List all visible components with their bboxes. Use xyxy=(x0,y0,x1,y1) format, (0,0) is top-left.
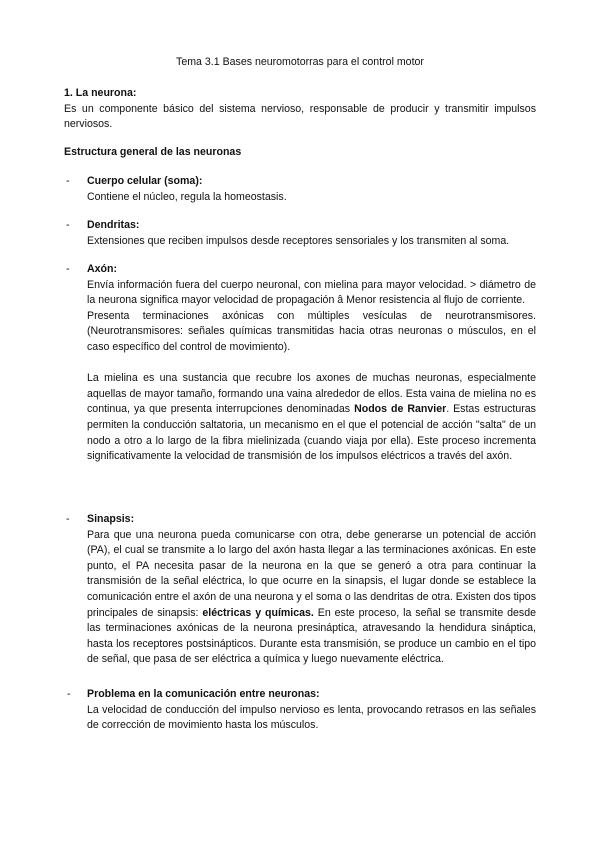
bullet-body xyxy=(87,528,536,668)
bullet-body xyxy=(87,278,536,465)
axon-paragraph-1: Envía información fuera del cuerpo neuronal, con mielina para mayor velocidad. > diámetro de la neurona significa mayor velocidad de propagación â Menor resistencia al flujo de corriente. xyxy=(87,278,536,307)
bullet-text: Extensiones que reciben impulsos desde receptores sensoriales y los transmiten al soma. xyxy=(87,234,510,247)
paragraph-text: La mielina es una sustancia que recubre los axones de muchas neuronas, especialmente aquellas de mayor tamaño, formando una vaina alrededor de ellos. Esta vaina de mielina no es continua, ya que presenta interrupciones denominadas xyxy=(87,372,536,416)
bullet-label: Cuerpo celular (soma): xyxy=(87,175,203,187)
bullet-dash: - xyxy=(66,513,70,525)
paragraph-text: Para que una neurona pueda comunicarse con otra, debe generarse un potencial de acción (PA), el cual se transmite a lo largo del axón hasta llegar a las terminaciones axónicas. En este punto, el PA necesita pasar de la neurona en la que se generó a otra para continuar la transmisión de la señal eléctrica, lo que ocurre en la sinapsis, el lugar donde se establece la comunicación entre el axón de una neurona y el soma o las dendritas de otra. Existen dos tipos principales de sinapsis: xyxy=(87,528,536,619)
bullet-text: La velocidad de conducción del impulso nervioso es lenta, provocando retrasos en las señales de corrección de movimiento hasta los músculos. xyxy=(87,703,536,732)
bullet-label: Problema en la comunicación entre neuronas: xyxy=(87,688,320,700)
ranvier-term: Nodos de Ranvier xyxy=(354,403,447,416)
structure-heading: Estructura general de las neuronas xyxy=(64,146,242,158)
sinapsis-types-term: eléctricas y químicas. xyxy=(202,606,314,619)
paragraph-text: . Estas estructuras permiten la conducción saltatoria, un mecanismo en el que el potencial de acción "salta" de un nodo a otro a lo largo de la fibra mielinizada (cuando viaja por ella). Este proceso incrementa significativamente la velocidad de transmisión de los impulsos eléctricos a través del axón. xyxy=(87,403,536,463)
document-title: Tema 3.1 Bases neuromotorras para el control motor xyxy=(176,56,424,68)
axon-paragraph-3 xyxy=(87,371,536,465)
bullet-label: Sinapsis: xyxy=(87,513,135,525)
bullet-text: Contiene el núcleo, regula la homeostasis. xyxy=(87,190,287,203)
bullet-label: Dendritas: xyxy=(87,219,140,231)
bullet-dash: - xyxy=(67,688,71,700)
section-neurona xyxy=(64,86,536,133)
section-heading: 1. La neurona: xyxy=(64,87,137,99)
bullet-label: Axón: xyxy=(87,263,118,275)
sinapsis-paragraph xyxy=(87,528,536,668)
bullet-dash: - xyxy=(66,175,70,187)
bullet-dash: - xyxy=(66,263,70,275)
paragraph-text: En este proceso, la señal se transmite desde las terminaciones axónicas de la neurona presináptica, atravesando la hendidura sináptica, hasta los receptores postsinápticos. Durante esta transmisión, se produce un cambio en el tipo de señal, que pasa de ser eléctrica a química y luego nuevamente eléctrica. xyxy=(87,606,536,666)
axon-paragraph-2: Presenta terminaciones axónicas con múltiples vesículas de neurotransmisores. (Neurotransmisores: señales químicas transmitidas hacia otras neuronas o músculos, en el caso específico del control de movimiento). xyxy=(87,309,536,353)
section-text: Es un componente básico del sistema nervioso, responsable de producir y transmitir impulsos nerviosos. xyxy=(64,102,536,131)
bullet-dash: - xyxy=(66,219,70,231)
